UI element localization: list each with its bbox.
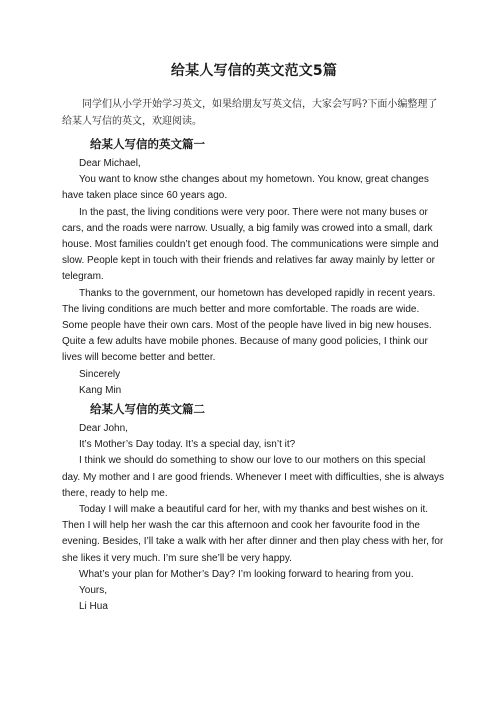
letter-paragraph: You want to know sthe changes about my hometown. You know, great changes have taken place since 60 years ago. [62,174,429,202]
letter-signature: Li Hua [79,601,108,613]
letter-section-1 [62,136,446,399]
letter-paragraph: I think we should do something to show our love to our mothers on this special day. My mother and I are good friends. Whenever I meet with difficulties, she is always there, ready to help me. [62,455,445,499]
letter-closing: Yours, [79,585,107,597]
letter-paragraph: What’s your plan for Mother’s Day? I’m looking forward to hearing from you. [79,568,414,580]
letter-signature: Kang Min [79,384,122,396]
letter-section-2 [62,401,446,615]
letter-paragraph: In the past, the living conditions were very poor. There were not many buses or cars, and the roads were narrow. Usually, a big family was crowed into a small, dark house. Most families couldn’t get enough food. The communications were simple and slow. People kept in touch with their friends and relatives far away mainly by letter or telegram. [62,206,439,283]
section-heading: 给某人写信的英文篇二 [90,402,205,417]
letter-paragraph: Today I will make a beautiful card for her, with my thanks and best wishes on it. Then I will help her wash the car this afternoon and cook her favourite food in the evening. Besides, I’ll take a walk with her after dinner and then play chess with her, for she likes it very much. I’m sure she’ll be very happy. [62,504,444,564]
letter-salutation: Dear Michael, [79,158,141,169]
section-heading: 给某人写信的英文篇一 [90,137,205,151]
letter-paragraph: Thanks to the government, our hometown has developed rapidly in recent years. The living conditions are much better and more comfortable. The roads are wide. Some people have their own cars. Most of the people have lived in big new houses. Quite a few adults have mobile phones. Because of many good policies, I think our lives will become better and better. [62,287,436,364]
letter-closing: Sincerely [79,368,121,380]
intro-paragraph: 同学们从小学开始学习英文，如果给朋友写英文信，大家会写吗?下面小编整理了给某人写信的英文，欢迎阅读。 [62,99,438,127]
letter-salutation: Dear John, [79,423,128,435]
document-title: 给某人写信的英文范文5篇 [170,63,338,79]
letter-paragraph: It’s Mother’s Day today. It’s a special day, isn’t it? [79,439,296,451]
